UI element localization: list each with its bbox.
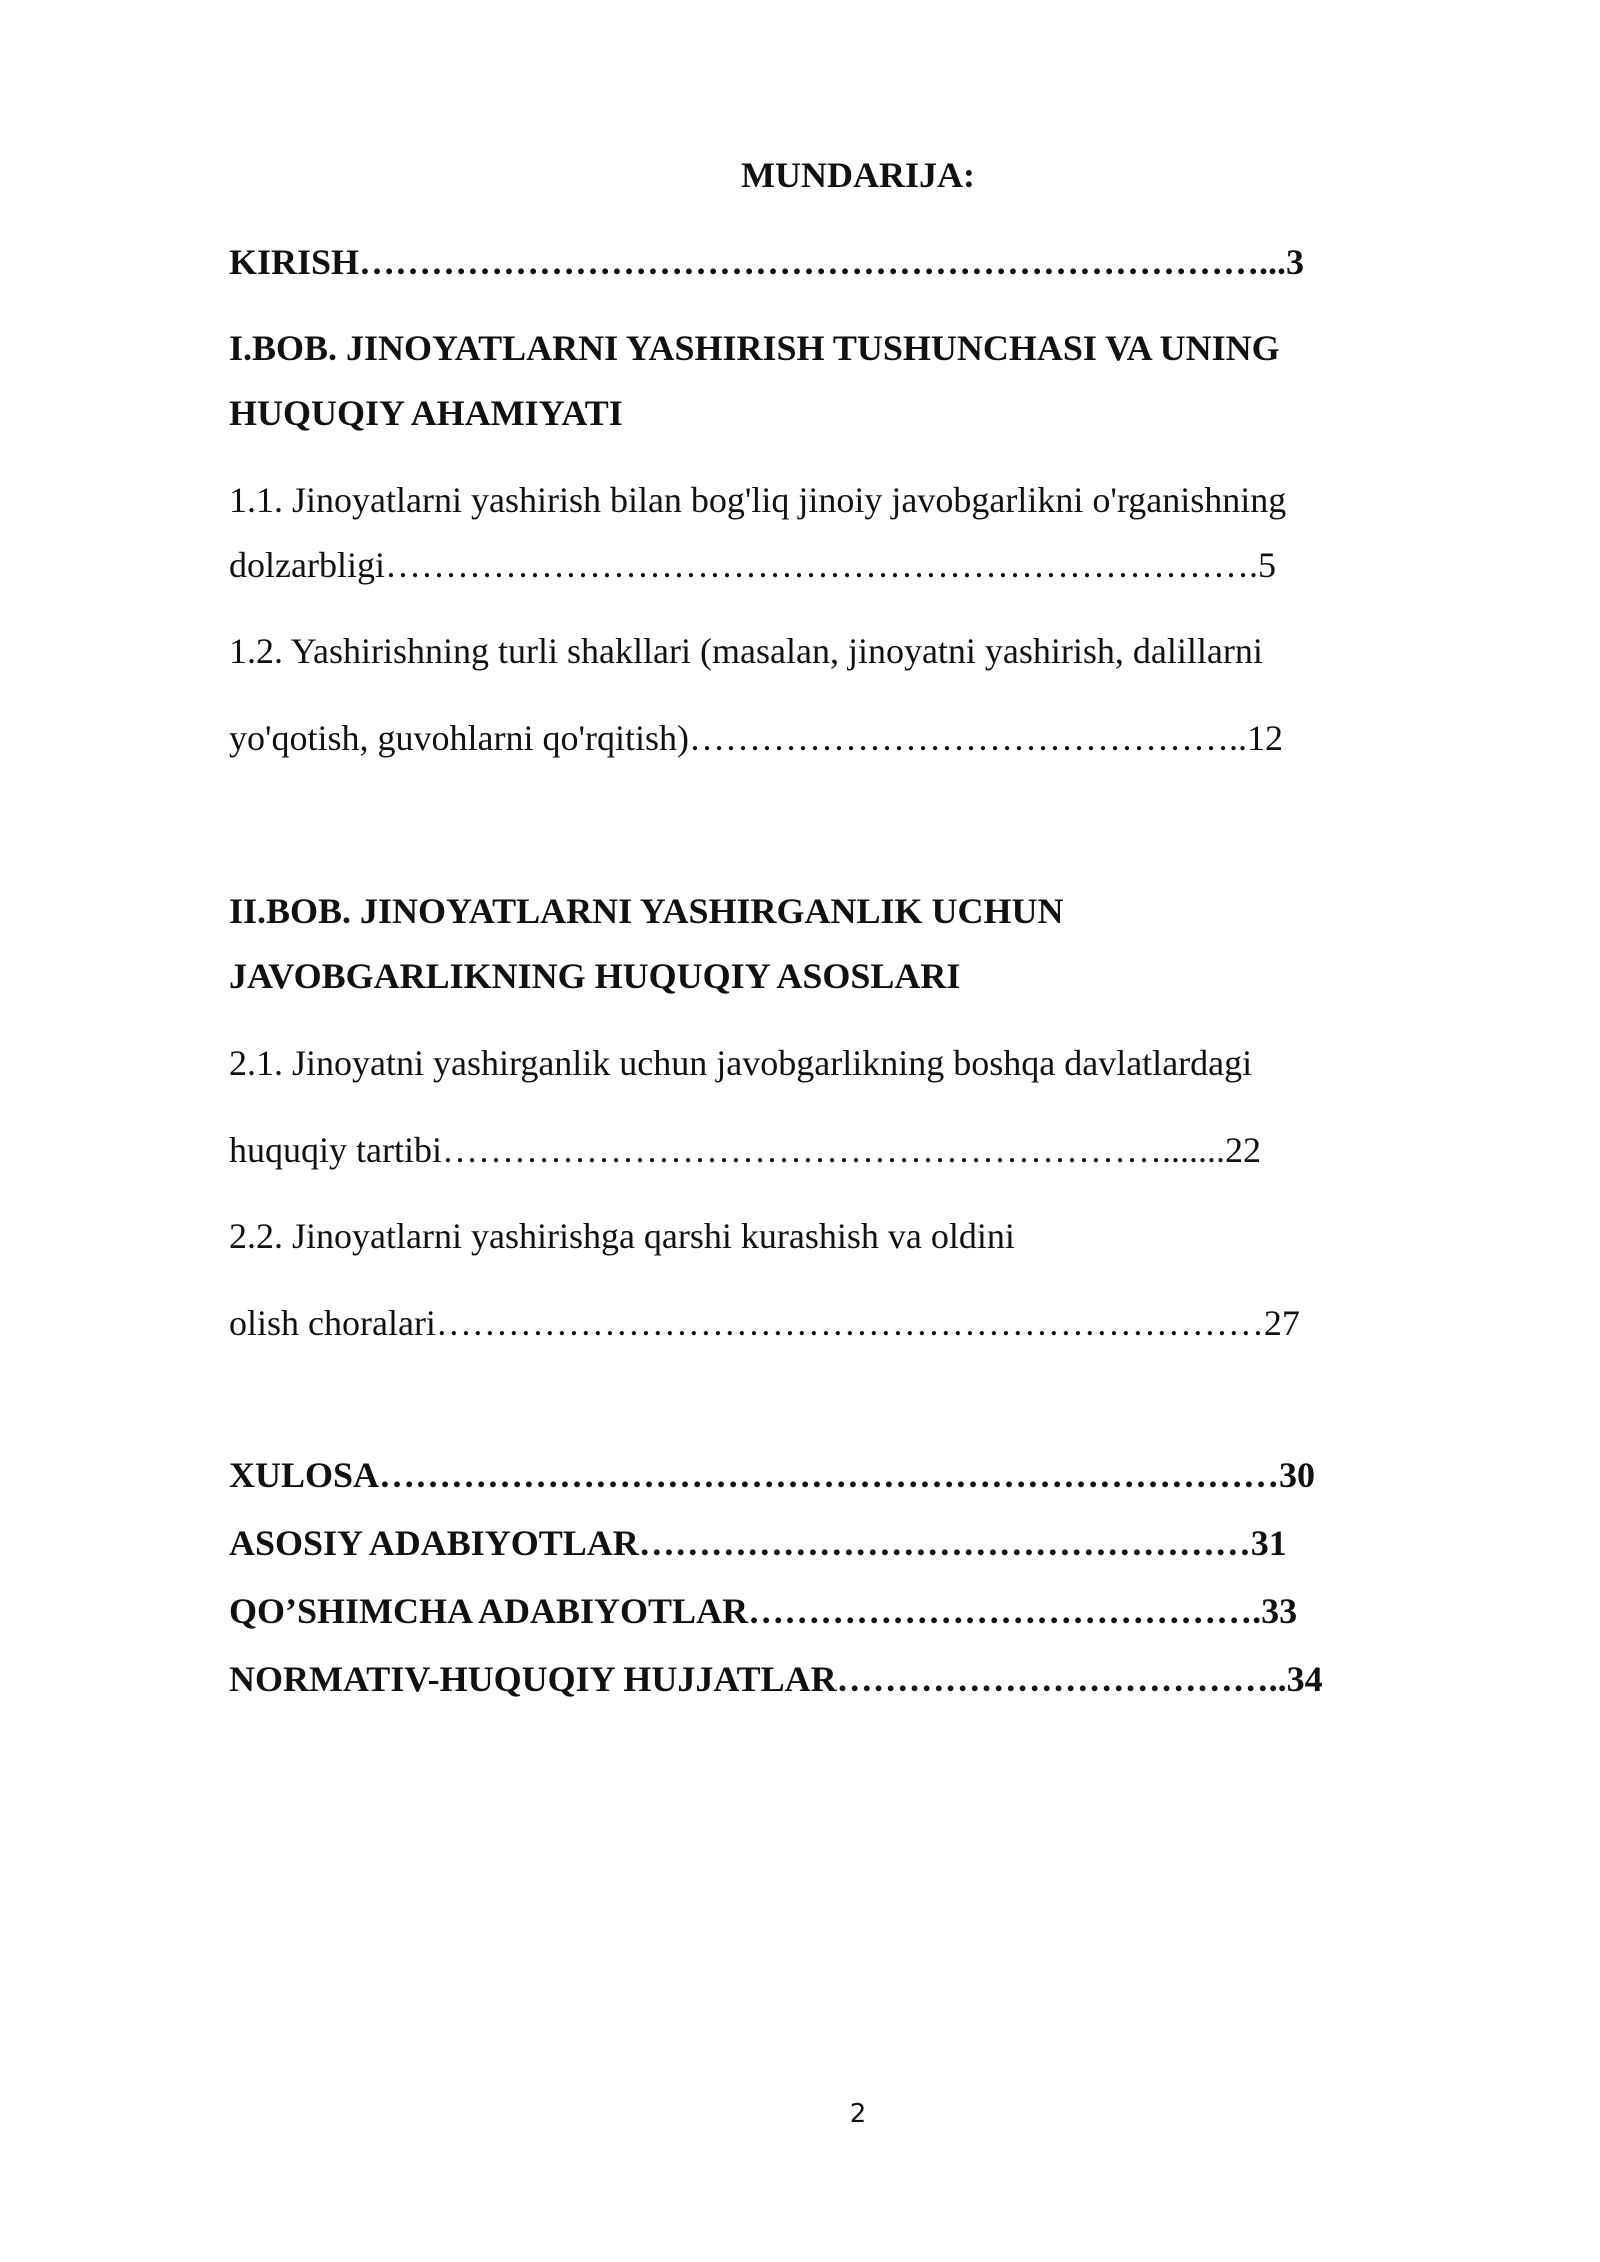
chapter1-title-line2: HUQUQIY AHAMIYATI xyxy=(229,393,623,433)
chapter2-title-line2: JAVOBGARLIKNING HUQUQIY ASOSLARI xyxy=(229,956,961,996)
section-1-1-line1: 1.1. Jinoyatlarni yashirish bilan bog'liq jinoiy javobgarlikni o'rganishning xyxy=(229,480,1287,520)
toc-heading: MUNDARIJA: xyxy=(741,155,975,195)
section-2-2-line1: 2.2. Jinoyatlarni yashirishga qarshi kurashish va oldini xyxy=(229,1216,1015,1256)
chapter1-title-line1: I.BOB. JINOYATLARNI YASHIRISH TUSHUNCHASI VA UNING xyxy=(229,328,1280,368)
section-1-2-line1: 1.2. Yashirishning turli shakllari (masalan, jinoyatni yashirish, dalillarni xyxy=(229,631,1263,671)
section-2-1-line2: huquqiy tartibi…………………………………………………….......22 xyxy=(229,1130,1261,1170)
section-2-2-line2: olish choralari……………………………………………………………27 xyxy=(229,1303,1300,1343)
page-number: 2 xyxy=(849,2099,867,2129)
section-1-2-line2: yo'qotish, guvohlarni qo'rqitish)………………………………………..12 xyxy=(229,718,1283,758)
toc-entry-kirish: KIRISH…………………………………………………………………...3 xyxy=(229,242,1305,282)
toc-entry-normativ-hujjatlar: NORMATIV-HUQUQIY HUJJATLAR………………………………..34 xyxy=(229,1659,1323,1699)
section-2-1-line1: 2.1. Jinoyatni yashirganlik uchun javobgarlikning boshqa davlatlardagi xyxy=(229,1043,1253,1083)
section-1-1-line2: dolzarbligi……………………………………………………………….5 xyxy=(229,545,1276,585)
toc-entry-xulosa: XULOSA…………………………………………………………………30 xyxy=(229,1455,1316,1495)
toc-entry-asosiy-adabiyotlar: ASOSIY ADABIYOTLAR……………………………………………31 xyxy=(229,1523,1287,1563)
chapter2-title-line1: II.BOB. JINOYATLARNI YASHIRGANLIK UCHUN xyxy=(229,891,1064,931)
toc-entry-qoshimcha-adabiyotlar: QO’SHIMCHA ADABIYOTLAR…………………………………….33 xyxy=(229,1591,1298,1631)
